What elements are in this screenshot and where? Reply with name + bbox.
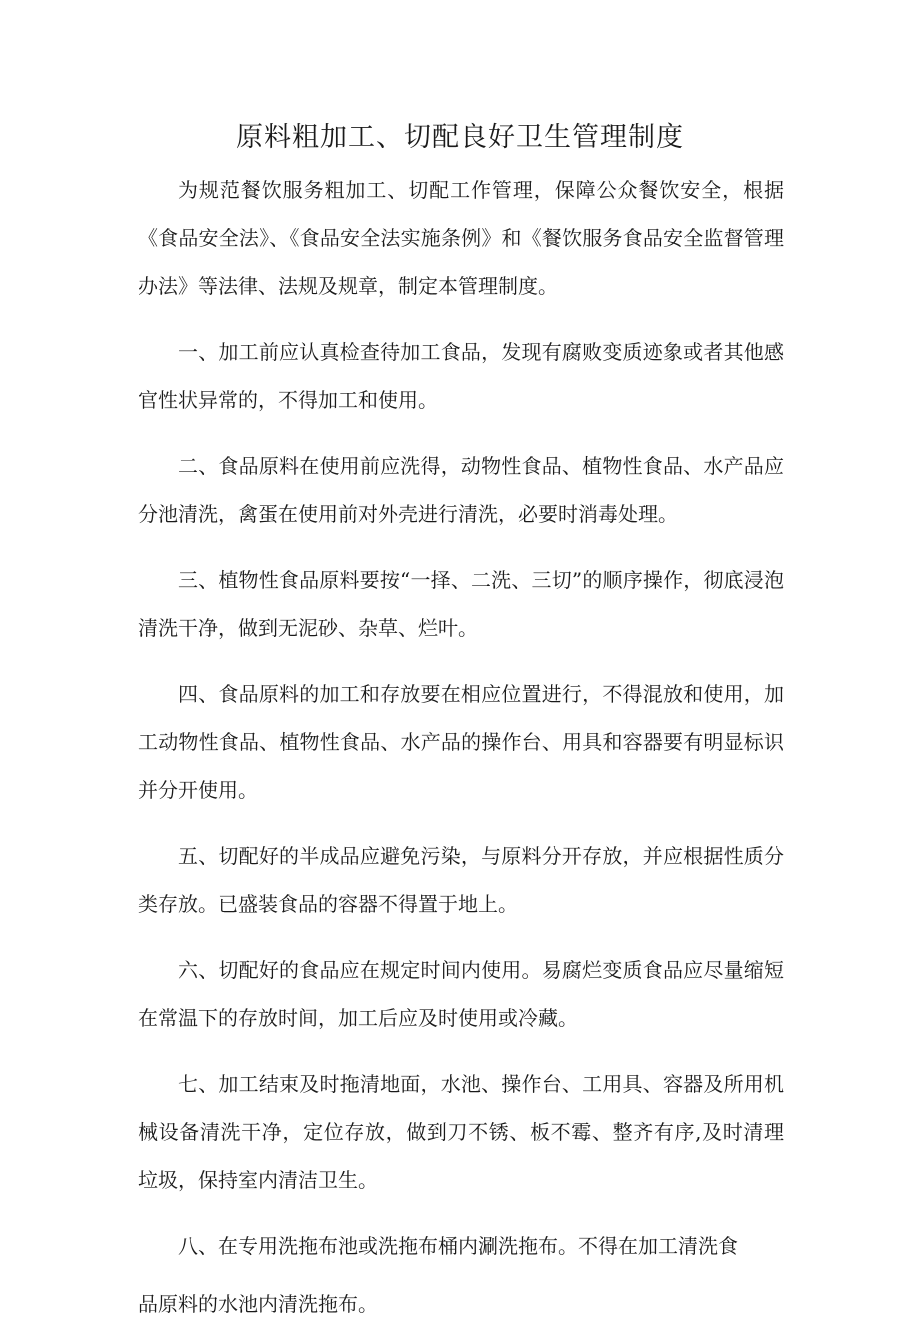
clause-8-line-1: 八、在专用洗拖布池或洗拖布桶内涮洗拖布。不得在加工清洗食	[178, 1234, 738, 1258]
clause-7: 七、加工结束及时拖清地面，水池、操作台、工用具、容器及所用机械设备清洗干净，定位存放，做到刀不锈、板不霉、整齐有序,及时清理垃圾，保持室内清洁卫生。	[138, 1072, 784, 1192]
clause-5: 五、切配好的半成品应避免污染，与原料分开存放，并应根据性质分类存放。已盛装食品的容器不得置于地上。	[138, 844, 784, 916]
clause-4: 四、食品原料的加工和存放要在相应位置进行，不得混放和使用，加工动物性食品、植物性食品、水产品的操作台、用具和容器要有明显标识并分开使用。	[138, 682, 784, 802]
clause-8	[138, 1222, 784, 1328]
clause-2: 二、食品原料在使用前应洗得，动物性食品、植物性食品、水产品应分池清洗，禽蛋在使用前对外壳进行清洗，必要时消毒处理。	[138, 454, 784, 526]
clause-8-line-2: 品原料的水池内清洗拖布。	[138, 1292, 378, 1316]
clause-1: 一、加工前应认真检查待加工食品，发现有腐败变质迹象或者其他感官性状异常的，不得加工和使用。	[138, 340, 784, 412]
intro-paragraph: 为规范餐饮服务粗加工、切配工作管理，保障公众餐饮安全，根据《食品安全法》、《食品安全法实施条例》和《餐饮服务食品安全监督管理办法》等法律、法规及规章，制定本管理制度。	[138, 178, 784, 298]
document-body	[138, 166, 784, 1328]
clause-3: 三、植物性食品原料要按“一择、二洗、三切”的顺序操作，彻底浸泡清洗干净，做到无泥砂、杂草、烂叶。	[138, 568, 784, 640]
document-title: 原料粗加工、切配良好卫生管理制度	[236, 122, 684, 153]
clause-6: 六、切配好的食品应在规定时间内使用。易腐烂变质食品应尽量缩短在常温下的存放时间，加工后应及时使用或冷藏。	[138, 958, 784, 1030]
